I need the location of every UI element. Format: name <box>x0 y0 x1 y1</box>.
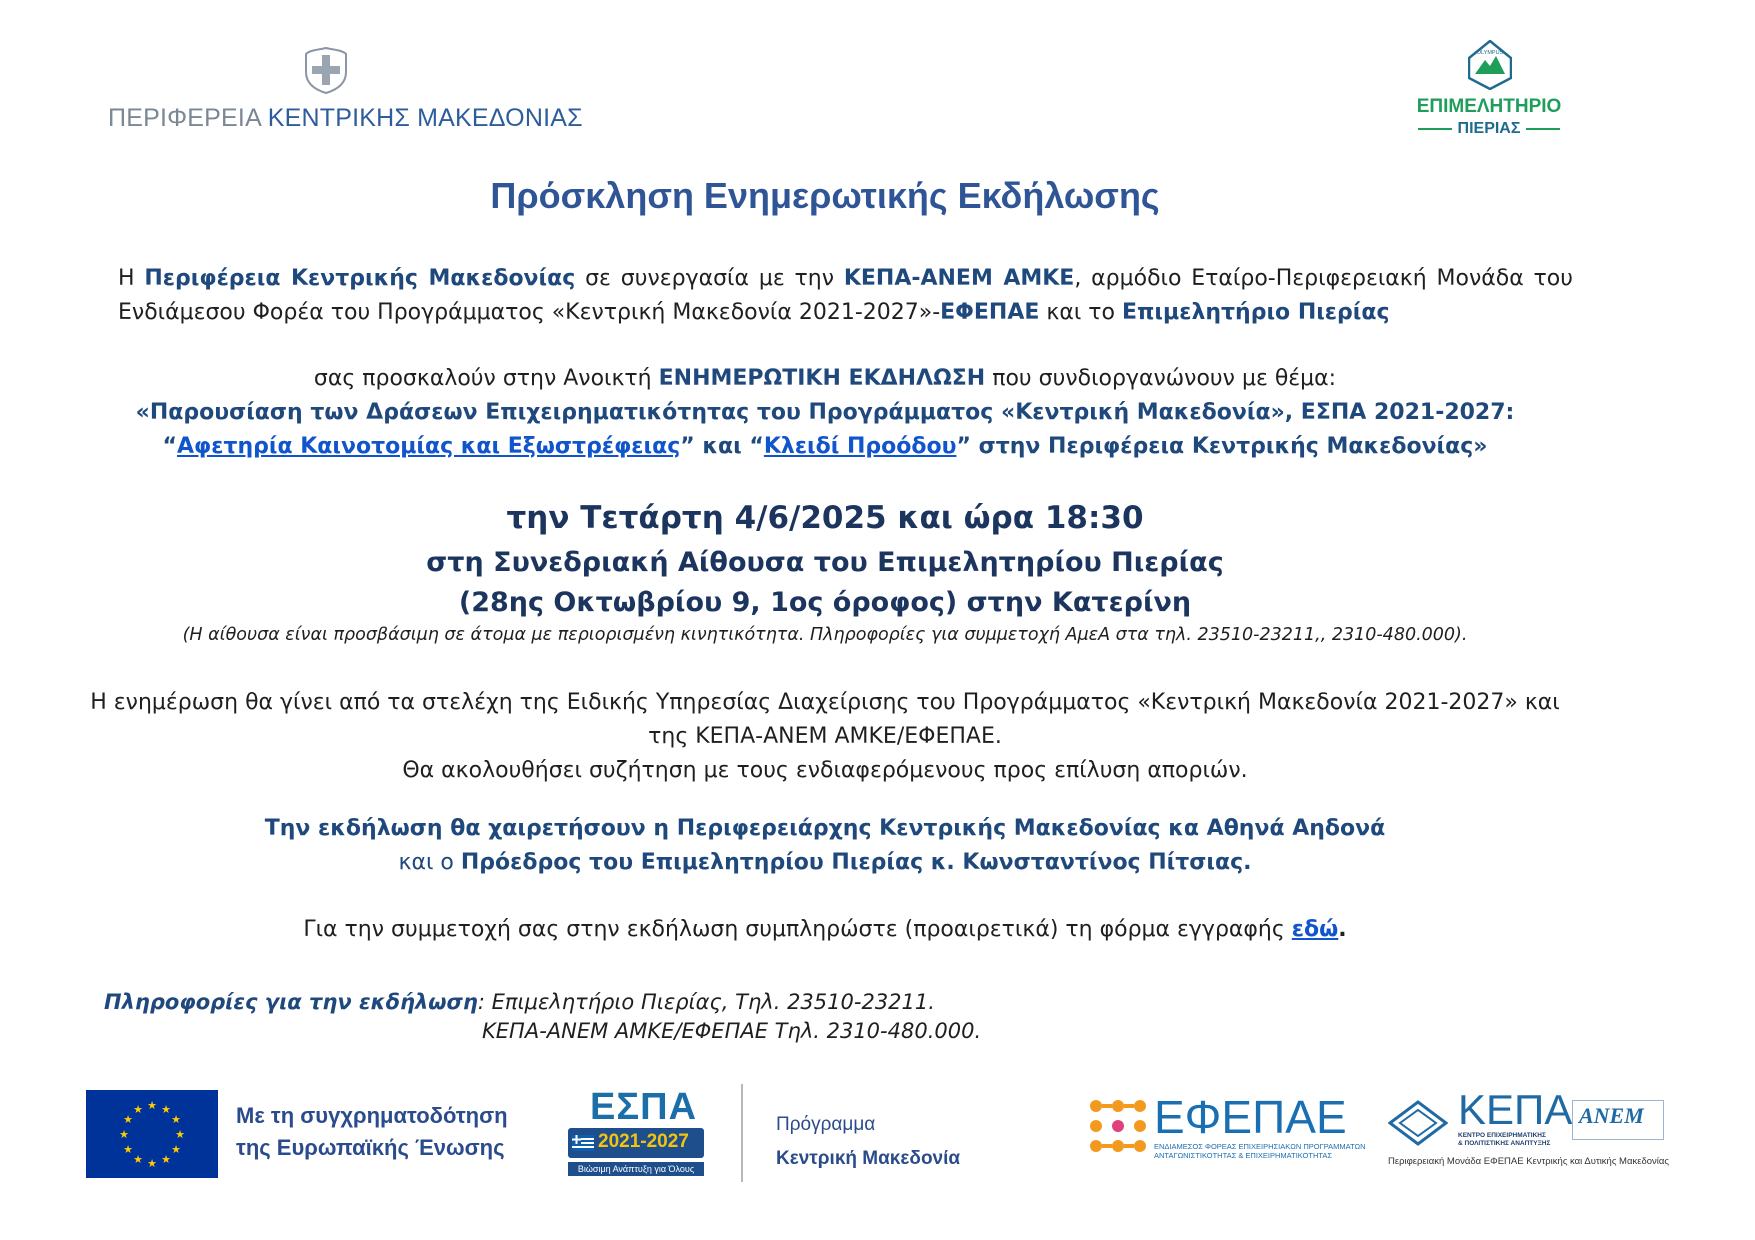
event-date-time: την Τετάρτη 4/6/2025 και ώρα 18:30 <box>506 500 1144 536</box>
region-name: ΠΕΡΙΦΕΡΕΙΑ ΚΕΝΤΡΙΚΗΣ ΜΑΚΕΔΟΝΙΑΣ <box>108 104 583 132</box>
greetings-paragraph: Την εκδήλωση θα χαιρετήσουν η Περιφερειάρχης Κεντρικής Μακεδονίας κα Αθηνά Αηδονά και ο Πρόεδρος του Επιμελητηρίου Πιερίας κ. Κωνσταντίνος Πίτσιας. <box>264 816 1386 875</box>
svg-text:★: ★ <box>133 1153 143 1166</box>
footer-divider <box>741 1084 743 1182</box>
kepa-caption: Περιφερειακή Μονάδα ΕΦΕΠΑΕ Κεντρικής και Δυτικής Μακεδονίας <box>1388 1156 1669 1167</box>
theme-line2: “Αφετηρία Καινοτομίας και Εξωστρέφειας” και “Κλειδί Προόδου” στην Περιφέρεια Κεντρικής Μακεδονίας» <box>162 434 1488 459</box>
region-logo <box>108 46 583 136</box>
theme-link-afetiria[interactable]: Αφετηρία Καινοτομίας και Εξωστρέφειας <box>176 434 681 459</box>
theme-line1: «Παρουσίαση των Δράσεων Επιχειρηματικότητας του Προγράμματος «Κεντρική Μακεδονία», ΕΣΠΑ 2021-2027: <box>135 400 1515 425</box>
event-address: (28ης Οκτωβρίου 9, 1ος όροφος) στην Κατερίνη <box>458 587 1192 618</box>
greek-emblem-icon <box>304 46 348 94</box>
chamber-name-line2: ΠΙΕΡΙΑΣ <box>1398 120 1580 138</box>
svg-text:★: ★ <box>133 1103 143 1116</box>
svg-text:★: ★ <box>123 1113 133 1126</box>
contact-info-label: Πληροφορίες για την εκδήλωση <box>104 990 478 1014</box>
svg-text:★: ★ <box>119 1128 129 1141</box>
document-title: Πρόσκληση Ενημερωτικής Εκδήλωσης <box>490 175 1160 216</box>
accessibility-note: (Η αίθουσα είναι προσβάσιμη σε άτομα με περιορισμένη κινητικότητα. Πληροφορίες για συμμετοχή ΑμεΑ στα τηλ. 23510-23211,, 2310-480.000). <box>182 625 1468 645</box>
eu-cofunding-text: Με τη συγχρηματοδότηση της Ευρωπαϊκής Ένωσης <box>236 1103 508 1160</box>
eu-flag-icon <box>86 1090 218 1178</box>
svg-text:★: ★ <box>161 1153 171 1166</box>
kepa-arrow-icon <box>1388 1100 1448 1146</box>
svg-text:★: ★ <box>161 1103 171 1116</box>
event-venue: στη Συνεδριακή Αίθουσα του Επιμελητηρίου Πιερίας <box>426 547 1224 578</box>
invitation-line: σας προσκαλούν στην Ανοικτή ΕΝΗΜΕΡΩΤΙΚΗ ΕΚΔΗΛΩΣΗ που συνδιοργανώνουν με θέμα: <box>313 366 1337 391</box>
event-theme <box>0 396 1650 464</box>
svg-text:★: ★ <box>171 1113 181 1126</box>
efepae-logo: ΕΦΕΠΑΕ ΕΝΔΙΑΜΕΣΟΣ ΦΟΡΕΑΣ ΕΠΙΧΕΙΡΗΣΙΑΚΩΝ ΠΡΟΓΡΑΜΜΑΤΩΝ ΑΝΤΑΓΩΝΙΣΤΙΚΟΤΗΤΑΣ & ΕΠΙΧΕΙΡΗΜΑΤΙΚΟΤΗΤΑΣ <box>1088 1098 1368 1170</box>
svg-text:★: ★ <box>147 1157 157 1170</box>
svg-text:★: ★ <box>175 1128 185 1141</box>
registration-link[interactable]: εδώ <box>1291 917 1339 942</box>
briefing-paragraph: Η ενημέρωση θα γίνει από τα στελέχη της Ειδικής Υπηρεσίας Διαχείρισης του Προγράμματος «Κεντρική Μακεδονία 2021-2027» και της ΚΕΠΑ-ΑΝΕΜ ΑΜΚΕ/ΕΦΕΠΑΕ. Θα ακολουθήσει συζήτηση με τους ενδιαφερόμενους προς επίλυση αποριών. <box>90 690 1560 783</box>
contact-info-line2: ΚΕΠΑ-ΑΝΕΜ ΑΜΚΕ/ΕΦΕΠΑΕ Τηλ. 2310-480.000. <box>482 1019 982 1043</box>
program-label: Πρόγραμμα Κεντρική Μακεδονία <box>776 1114 961 1169</box>
kepa-anem-logo: ΚΕΠΑ ΚΕΝΤΡΟ ΕΠΙΧΕΙΡΗΜΑΤΙΚΗΣ & ΠΟΛΙΤΙΣΤΙΚΗΣ ΑΝΑΠΤΥΞΗΣ ΑΝΕΜ Περιφερειακή Μονάδα ΕΦΕΠΑΕ Κεντρικής και Δυτικής Μακεδονίας <box>1388 1086 1669 1167</box>
intro-paragraph: Η Περιφέρεια Κεντρικής Μακεδονίας σε συνεργασία με την ΚΕΠΑ-ΑΝΕΜ ΑΜΚΕ, αρμόδιο Εταίρο-Περιφερειακή Μονάδα του Ενδιάμεσου Φορέα του Προγράμματος «Κεντρική Μακεδονία 2021-2027»-ΕΦΕΠΑΕ και το Επιμελητήριο Πιερίας <box>118 266 1573 325</box>
theme-link-kleidi[interactable]: Κλειδί Προόδου <box>763 434 957 459</box>
chamber-name-line1: ΕΠΙΜΕΛΗΤΗΡΙΟ <box>1416 96 1562 117</box>
greek-flag-icon <box>572 1135 594 1151</box>
svg-text:★: ★ <box>171 1143 181 1156</box>
registration-line: Για την συμμετοχή σας στην εκδήλωση συμπληρώστε (προαιρετικά) τη φόρμα εγγραφής εδώ. <box>303 917 1347 942</box>
anem-logo: ΑΝΕΜ <box>1572 1100 1664 1140</box>
chamber-logo <box>1398 40 1580 140</box>
contact-info: Πληροφορίες για την εκδήλωση: Επιμελητήριο Πιερίας, Τηλ. 23510-23211. <box>104 990 935 1014</box>
olympus-mountain-icon <box>1468 40 1512 90</box>
espa-logo: ΕΣΠΑ 2021-2027 Βιώσιμη Ανάπτυξη για Όλους <box>568 1092 704 1178</box>
svg-text:★: ★ <box>147 1099 157 1112</box>
svg-text:OLYMPUS: OLYMPUS <box>1476 50 1504 56</box>
efepae-dots-icon <box>1088 1098 1150 1154</box>
svg-text:★: ★ <box>123 1143 133 1156</box>
